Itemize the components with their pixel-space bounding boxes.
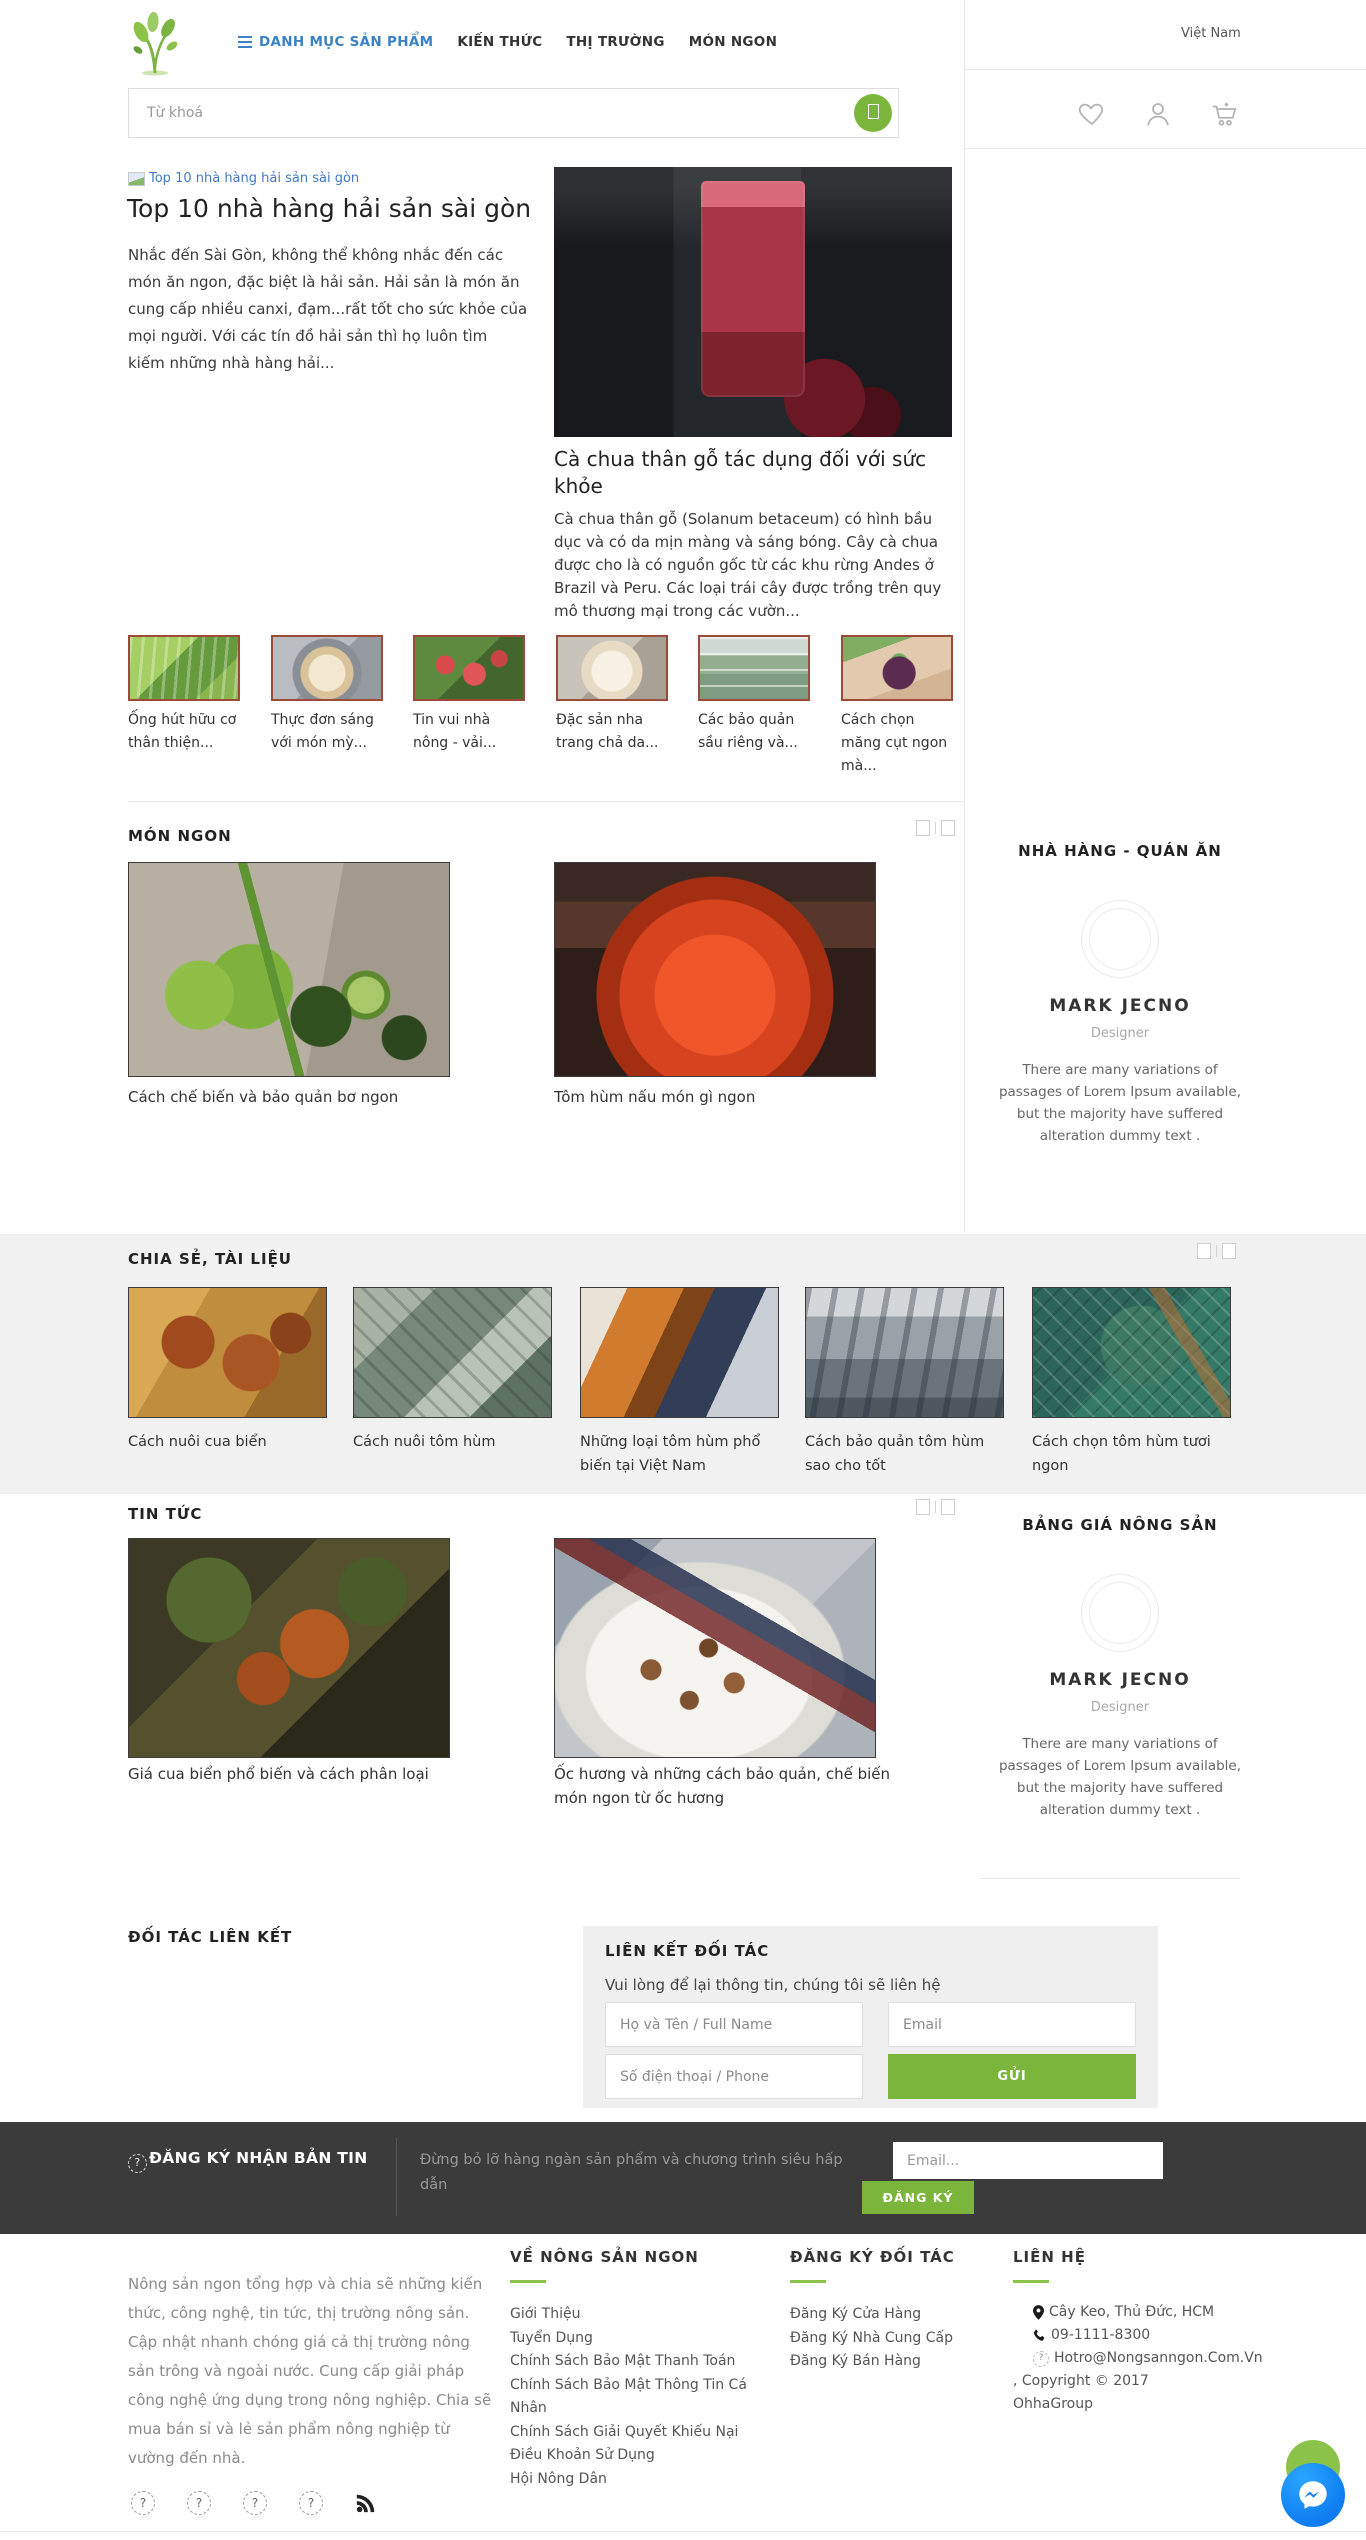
footer-link-gioi-thieu[interactable]: Giới Thiệu — [510, 2306, 581, 2322]
social-broken-icon-3[interactable]: ? — [243, 2491, 267, 2515]
article1-alt-text: Top 10 nhà hàng hải sản sài gòn — [149, 171, 360, 186]
footer-col2-heading: ĐĂNG KÝ ĐỐI TÁC — [790, 2248, 955, 2266]
chia-se-caption-3[interactable]: Những loại tôm hùm phổ biến tại Việt Nam — [580, 1434, 761, 1474]
nav-kien-thuc[interactable]: KIẾN THỨC — [457, 34, 543, 50]
thumb-image-2[interactable] — [271, 635, 383, 701]
footer-about-text: Nông sản ngon tổng hợp và chia sẽ những kiến thức, công nghệ, tin tức, thị trường nông sản. Cập nhật nhanh chóng giá cả thị trường nông sản trông và ngoài nước. Cung cấp giải pháp công nghệ ứng dụng trong nông nghiệp. Chia sẽ mua bán sỉ và lẻ sản phẩm nông nghiệp từ vường đến nhà. — [128, 2275, 492, 2467]
chia-se-image-3[interactable] — [580, 1287, 779, 1418]
mon-ngon-caption-2[interactable]: Tôm hùm nấu món gì ngon — [554, 1088, 756, 1106]
email-field[interactable] — [888, 2002, 1136, 2047]
article2-title[interactable]: Cà chua thân gỗ tác dụng đối với sức khỏe — [554, 447, 927, 498]
phone-field[interactable] — [605, 2054, 863, 2099]
carousel-next-icon[interactable] — [941, 1499, 955, 1515]
newsletter-subscribe-button[interactable]: ĐĂNG KÝ — [862, 2181, 974, 2214]
carousel-next-icon[interactable] — [941, 820, 955, 836]
section-divider — [128, 801, 965, 802]
cart-icon — [1209, 99, 1239, 129]
social-broken-icon-4[interactable]: ? — [299, 2491, 323, 2515]
thumb-image-5[interactable] — [698, 635, 810, 701]
avatar — [1081, 900, 1159, 978]
messenger-icon — [1294, 2476, 1332, 2514]
tin-tuc-caption-1[interactable]: Giá cua biển phổ biến và cách phân loại — [128, 1765, 429, 1783]
article1-excerpt: Nhắc đến Sài Gòn, không thể không nhắc đến các món ăn ngon, đặc biệt là hải sản. Hải sản là món ăn cung cấp nhiều canxi, đạm...rất tốt cho sức khỏe của mọi người. Với các tín đồ hải sản thì họ luôn tìm kiếm những nhà hàng hải... — [128, 246, 528, 372]
contact-email-row — [1033, 2347, 1263, 2370]
footer-link-dk-cua-hang[interactable]: Đăng Ký Cửa Hàng — [790, 2306, 922, 2322]
doi-tac-heading: ĐỐI TÁC LIÊN KẾT — [128, 1928, 293, 1946]
footer-link-dieu-khoan[interactable]: Điều Khoản Sử Dụng — [510, 2447, 655, 2463]
tin-tuc-heading: TIN TỨC — [128, 1505, 203, 1523]
footer-col-ve-nong-san — [510, 2248, 768, 2491]
newsletter-broken-icon: ? — [128, 2154, 147, 2173]
sidebar2-heading: BẢNG GIÁ NÔNG SẢN — [1022, 1516, 1218, 1534]
footer-link-khieu-nai[interactable]: Chính Sách Giải Quyết Khiếu Nại — [510, 2423, 739, 2440]
chia-se-caption-2[interactable]: Cách nuôi tôm hùm — [353, 1434, 496, 1450]
carousel-prev-icon[interactable] — [916, 820, 930, 836]
contact-address: Cây Keo, Thủ Đức, HCM — [1049, 2304, 1215, 2320]
logo-tree-icon — [126, 12, 184, 76]
header-divider-1 — [965, 69, 1366, 70]
sidebar2-divider — [980, 1878, 1240, 1879]
sidebar-bang-gia-widget — [996, 1516, 1244, 1821]
mon-ngon-image-1[interactable] — [128, 862, 450, 1077]
footer-col3-heading: LIÊN HỆ — [1013, 2248, 1086, 2266]
cart-button[interactable] — [1209, 99, 1239, 133]
chia-se-caption-1[interactable]: Cách nuôi cua biển — [128, 1434, 267, 1450]
location-pin-icon — [1033, 2305, 1044, 2320]
footer-bottom-divider — [0, 2531, 1366, 2532]
newsletter-heading: ? ĐĂNG KÝ NHẬN BẢN TIN — [128, 2146, 373, 2173]
chia-se-image-4[interactable] — [805, 1287, 1004, 1418]
footer-col-lien-he — [1013, 2248, 1263, 2416]
smoothie-glass-shape — [701, 181, 804, 397]
testimonial-role: Designer — [1090, 1026, 1150, 1041]
chia-se-caption-5[interactable]: Cách chọn tôm hùm tươi ngon — [1032, 1434, 1211, 1474]
newsletter-divider — [396, 2138, 397, 2216]
partner-contact-form — [583, 1926, 1158, 2108]
header-vertical-divider — [964, 0, 965, 1232]
sidebar-nha-hang-widget — [996, 842, 1244, 1147]
menu-bars-icon — [238, 36, 252, 38]
mon-ngon-heading: MÓN NGON — [128, 827, 232, 845]
sidebar1-heading: NHÀ HÀNG - QUÁN ĂN — [1018, 842, 1222, 860]
rss-icon[interactable] — [355, 2492, 377, 2514]
green-underline — [790, 2280, 826, 2283]
footer-link-hoi-nong-dan[interactable]: Hội Nông Dân — [510, 2470, 607, 2487]
green-underline — [510, 2280, 546, 2283]
newsletter-text: Đừng bỏ lỡ hàng ngàn sản phẩm và chương trình siêu hấp dẫn — [420, 2152, 843, 2193]
thumb-image-4[interactable] — [556, 635, 668, 701]
nav-danh-muc-san-pham[interactable]: DANH MỤC SẢN PHẨM — [238, 34, 433, 50]
testimonial-name: MARK JECNO — [1049, 1670, 1191, 1690]
site-logo[interactable] — [126, 12, 184, 76]
avatar — [1081, 1574, 1159, 1652]
green-underline — [1013, 2280, 1049, 2283]
thumb-caption-1[interactable]: Ống hút hữu cơ thân thiện... — [128, 712, 237, 751]
chia-se-carousel-controls — [1197, 1240, 1236, 1259]
envelope-broken-icon: ? — [1033, 2351, 1049, 2367]
article2-excerpt: Cà chua thân gỗ (Solanum betaceum) có hình bầu dục và có da mịn màng và sáng bóng. Cây cà chua được cho là có nguồn gốc từ các khu rừng Andes ở Brazil và Peru. Các loại trái cây được trồng trên quy mô thương mại trong các vườn... — [554, 510, 942, 620]
thumb-caption-5[interactable]: Các bảo quản sầu riêng và... — [698, 712, 798, 751]
carousel-next-icon[interactable] — [1222, 1243, 1236, 1259]
chia-se-image-1[interactable] — [128, 1287, 327, 1418]
tin-tuc-image-2[interactable] — [554, 1538, 876, 1758]
chia-se-heading: CHIA SẺ, TÀI LIỆU — [128, 1250, 292, 1268]
thumb-caption-2[interactable]: Thực đơn sáng với món mỳ... — [271, 712, 374, 751]
thumb-image-6[interactable] — [841, 635, 953, 701]
search-icon — [868, 104, 879, 119]
form-heading: LIÊN KẾT ĐỐI TÁC — [605, 1942, 770, 1960]
region-selector[interactable]: Việt Nam — [1181, 26, 1241, 41]
testimonial-text: There are many variations of passages of Lorem Ipsum available, but the majority have suffered alteration dummy text . — [998, 1736, 1242, 1818]
contact-email[interactable]: Hotro@Nongsanngon.Com.Vn — [1054, 2350, 1263, 2366]
footer-link-dk-ban-hang[interactable]: Đăng Ký Bán Hàng — [790, 2353, 921, 2369]
search-input[interactable] — [129, 89, 898, 137]
tin-tuc-image-1[interactable] — [128, 1538, 450, 1758]
thumb-caption-3[interactable]: Tin vui nhà nông - vải... — [413, 712, 497, 751]
carousel-prev-icon[interactable] — [1197, 1243, 1211, 1259]
contact-phone-row — [1033, 2324, 1263, 2347]
wishlist-heart-icon — [1077, 99, 1107, 129]
fullname-field[interactable] — [605, 2002, 863, 2047]
carousel-prev-icon[interactable] — [916, 1499, 930, 1515]
footer-link-tuyen-dung[interactable]: Tuyển Dụng — [510, 2329, 593, 2346]
header-divider-2 — [965, 148, 1366, 149]
phone-icon — [1033, 2329, 1046, 2342]
account-user-icon — [1143, 99, 1173, 129]
footer-col1-heading: VỀ NÔNG SẢN NGON — [510, 2248, 699, 2266]
footer-link-bao-mat-thong-tin[interactable]: Chính Sách Bảo Mật Thông Tin Cá Nhân — [510, 2376, 747, 2416]
footer-col-dang-ky — [790, 2248, 990, 2374]
chia-se-image-5[interactable] — [1032, 1287, 1231, 1418]
search-button[interactable] — [854, 94, 892, 132]
testimonial-name: MARK JECNO — [1049, 996, 1191, 1016]
tin-tuc-caption-2[interactable]: Ốc hương và những cách bảo quản, chế biến món ngon từ ốc hương — [554, 1765, 891, 1807]
thumb-image-1[interactable] — [128, 635, 240, 701]
footer-social-row — [131, 2491, 377, 2515]
search-bar — [128, 88, 899, 138]
contact-phone[interactable]: 09-1111-8300 — [1051, 2327, 1151, 2343]
main-nav — [238, 34, 777, 50]
thumb-caption-4[interactable]: Đặc sản nha trang chả da... — [556, 712, 659, 751]
social-broken-icon-2[interactable]: ? — [187, 2491, 211, 2515]
broken-image-icon — [128, 172, 145, 186]
thumb-image-3[interactable] — [413, 635, 525, 701]
messenger-chat-button[interactable] — [1281, 2463, 1345, 2527]
footer-link-dk-nha-cung-cap[interactable]: Đăng Ký Nhà Cung Cấp — [790, 2329, 954, 2346]
nav-mon-ngon[interactable]: MÓN NGON — [688, 34, 778, 50]
newsletter-email-input[interactable] — [893, 2142, 1163, 2179]
thumb-caption-6[interactable]: Cách chọn măng cụt ngon mà... — [841, 712, 948, 774]
social-broken-icon-1[interactable]: ? — [131, 2491, 155, 2515]
article1-title[interactable]: Top 10 nhà hàng hải sản sài gòn — [127, 194, 532, 223]
nav-thi-truong[interactable]: THỊ TRƯỜNG — [566, 34, 665, 50]
mon-ngon-image-2[interactable] — [554, 862, 876, 1077]
testimonial-role: Designer — [1090, 1700, 1150, 1715]
tin-tuc-carousel-controls — [916, 1496, 955, 1515]
mon-ngon-carousel-controls — [916, 817, 955, 836]
form-submit-button[interactable]: GỬI — [888, 2054, 1136, 2099]
form-subtitle: Vui lòng để lại thông tin, chúng tôi sẽ liên hệ — [605, 1976, 941, 1994]
chia-se-image-2[interactable] — [353, 1287, 552, 1418]
contact-address-row — [1033, 2301, 1263, 2324]
account-button[interactable] — [1143, 99, 1173, 133]
article1-broken-image-link[interactable] — [128, 171, 359, 186]
article2-image[interactable] — [554, 167, 952, 437]
chia-se-caption-4[interactable]: Cách bảo quản tôm hùm sao cho tốt — [805, 1434, 985, 1474]
footer-link-bao-mat-thanh-toan[interactable]: Chính Sách Bảo Mật Thanh Toán — [510, 2353, 736, 2369]
testimonial-text: There are many variations of passages of Lorem Ipsum available, but the majority have suffered alteration dummy text . — [998, 1062, 1242, 1144]
mon-ngon-caption-1[interactable]: Cách chế biến và bảo quản bơ ngon — [128, 1088, 399, 1106]
wishlist-button[interactable] — [1077, 99, 1107, 133]
copyright-text: , Copyright © 2017 OhhaGroup — [1013, 2373, 1149, 2412]
